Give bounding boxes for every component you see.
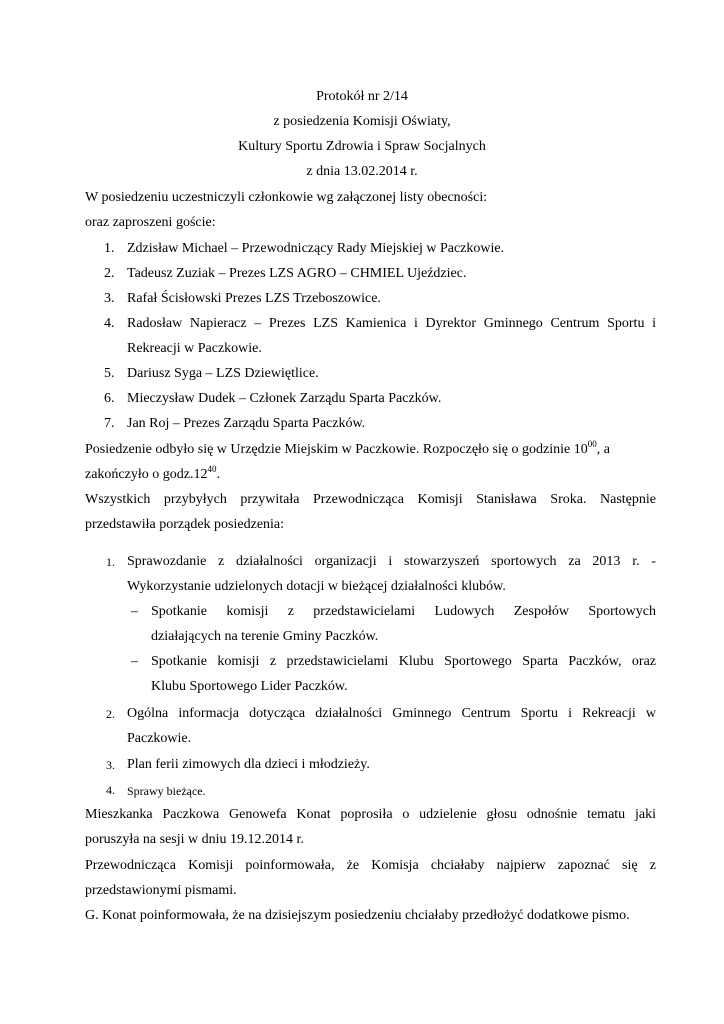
agenda-subitem-text-continued: Klubu Sportowego Lider Paczków.: [151, 679, 348, 694]
agenda-item-text-continued: Wykorzystanie udzielonych dotacji w bieżącej działalności klubów.: [127, 579, 506, 594]
end-minutes: 40: [207, 464, 217, 474]
agenda-item-number: 3.: [106, 758, 115, 772]
agenda-subitem-dash: –: [131, 654, 138, 669]
chair-paragraph-line-2: przedstawionymi pismami.: [85, 883, 237, 898]
document-date: z dnia 13.02.2014 r.: [306, 164, 418, 179]
agenda-item-text: Sprawozdanie z działalności organizacji i stowarzyszeń sportowych za 2013 r. -: [127, 554, 656, 569]
list-item-number: 2.: [104, 266, 115, 281]
agenda-item-number: 1.: [106, 555, 115, 569]
agenda-item-number: 2.: [106, 707, 115, 721]
meeting-line-1-end: , a: [596, 442, 610, 457]
chair-paragraph-line-1: Przewodnicząca Komisji poinformowała, że Komisja chciałaby najpierw zapoznać się z: [85, 858, 656, 873]
welcome-line-1: Wszystkich przybyłych przywitała Przewodnicząca Komisji Stanisława Sroka. Następnie: [85, 492, 656, 507]
meeting-line-2-end: .: [216, 467, 220, 482]
document-subtitle-1: z posiedzenia Komisji Oświaty,: [273, 114, 451, 129]
list-item-text: Rafał Ścisłowski Prezes LZS Trzeboszowice.: [127, 291, 381, 306]
agenda-item-text: Plan ferii zimowych dla dzieci i młodzieży.: [127, 757, 370, 772]
intro-line-2: oraz zaproszeni goście:: [85, 215, 216, 230]
konat-paragraph: G. Konat poinformowała, że na dzisiejszym posiedzeniu chciałaby przedłożyć dodatkowe pismo.: [85, 908, 630, 923]
document-subtitle-2: Kultury Sportu Zdrowia i Spraw Socjalnych: [238, 139, 486, 154]
meeting-location-text: Posiedzenie odbyło się w Urzędzie Miejskim w Paczkowie. Rozpoczęło się o godzinie 10: [85, 442, 588, 457]
list-item-number: 5.: [104, 366, 115, 381]
meeting-paragraph-line-1: [85, 441, 610, 459]
agenda-item-number: 4.: [106, 783, 115, 797]
list-item-text: Tadeusz Zuziak – Prezes LZS AGRO – CHMIEL Ujeździec.: [127, 266, 467, 281]
list-item-text: Jan Roj – Prezes Zarządu Sparta Paczków.: [127, 416, 366, 431]
list-item-text-continued: Rekreacji w Paczkowie.: [127, 341, 262, 356]
agenda-subitem-text-continued: działających na terenie Gminy Paczków.: [151, 629, 379, 644]
agenda-item-text-continued: Paczkowie.: [127, 731, 192, 746]
agenda-item-text: Sprawy bieżące.: [127, 784, 206, 798]
agenda-subitem-text: Spotkanie komisji z przedstawicielami Ludowych Zespołów Sportowych: [151, 604, 656, 619]
list-item-number: 1.: [104, 241, 115, 256]
welcome-line-2: przedstawiła porządek posiedzenia:: [85, 517, 285, 532]
agenda-item-text: Ogólna informacja dotycząca działalności Gminnego Centrum Sportu i Rekreacji w: [127, 706, 656, 721]
intro-line-1: W posiedzeniu uczestniczyli członkowie wg załączonej listy obecności:: [85, 190, 488, 205]
list-item-text: Dariusz Syga – LZS Dziewiętlice.: [127, 366, 319, 381]
meeting-paragraph-line-2: [85, 466, 220, 484]
resident-paragraph-line-1: Mieszkanka Paczkowa Genowefa Konat poprosiła o udzielenie głosu odnośnie tematu jaki: [85, 807, 656, 822]
meeting-end-text: zakończyło o godz.12: [85, 467, 208, 482]
list-item-number: 3.: [104, 291, 115, 306]
start-minutes: 00: [587, 439, 597, 449]
agenda-subitem-text: Spotkanie komisji z przedstawicielami Klubu Sportowego Sparta Paczków, oraz: [151, 654, 656, 669]
list-item-number: 7.: [104, 416, 115, 431]
document-title: Protokół nr 2/14: [316, 89, 408, 104]
agenda-subitem-dash: –: [131, 604, 138, 619]
list-item-text: Zdzisław Michael – Przewodniczący Rady Miejskiej w Paczkowie.: [127, 241, 505, 256]
list-item-number: 6.: [104, 391, 115, 406]
list-item-text: Mieczysław Dudek – Członek Zarządu Sparta Paczków.: [127, 391, 442, 406]
resident-paragraph-line-2: poruszyła na sesji w dniu 19.12.2014 r.: [85, 832, 304, 847]
list-item-text: Radosław Napieracz – Prezes LZS Kamienica i Dyrektor Gminnego Centrum Sportu i: [127, 316, 656, 331]
list-item-number: 4.: [104, 316, 115, 331]
